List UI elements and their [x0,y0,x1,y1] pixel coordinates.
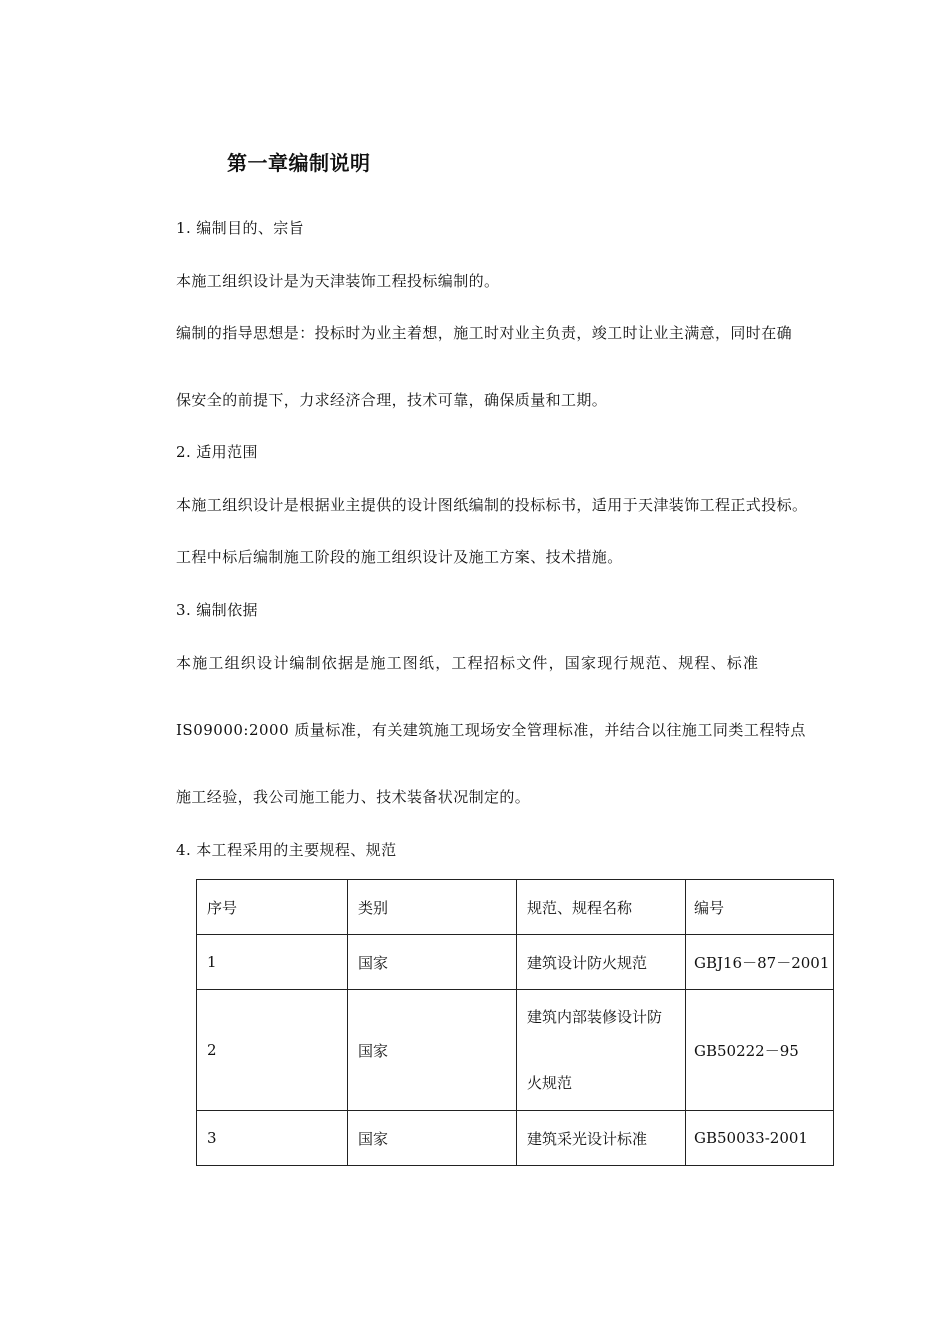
paragraph-line: 保安全的前提下，力求经济合理，技术可靠，确保质量和工期。 [176,391,608,409]
cell-no: 1 [197,935,348,990]
section-heading-standards: 4. 本工程采用的主要规程、规范 [176,841,397,859]
header-cell-category: 类别 [348,880,517,935]
cell-name-line: 建筑内部装修设计防 [527,1008,663,1026]
cell-code: GB50033-2001 [686,1111,834,1166]
cell-category: 国家 [348,990,517,1111]
cell-code: GBJ16－87－2001 [686,935,834,990]
section-heading-scope: 2. 适用范围 [176,443,258,461]
paragraph-line: 本施工组织设计是根据业主提供的设计图纸编制的投标标书，适用于天津装饰工程正式投标。 [176,496,808,514]
paragraph-line: 本施工组织设计是为天津装饰工程投标编制的。 [176,272,500,290]
cell-no: 3 [197,1111,348,1166]
table-row [197,1111,834,1166]
table-row [197,990,834,1111]
cell-code: GB50222－95 [686,990,834,1111]
standards-table [196,879,834,1166]
cell-category: 国家 [348,1111,517,1166]
cell-name-wrap [527,984,685,1116]
table-row [197,935,834,990]
header-cell-code: 编号 [686,880,834,935]
section-heading-purpose: 1. 编制目的、宗旨 [176,219,305,237]
header-cell-name: 规范、规程名称 [517,880,686,935]
cell-name [517,990,686,1111]
table-header-row [197,880,834,935]
cell-name: 建筑设计防火规范 [517,935,686,990]
chapter-title: 第一章编制说明 [227,151,371,175]
cell-name: 建筑采光设计标准 [517,1111,686,1166]
paragraph-line: 施工经验，我公司施工能力、技术装备状况制定的。 [176,788,531,806]
cell-category: 国家 [348,935,517,990]
section-heading-basis: 3. 编制依据 [176,601,258,619]
cell-name-line: 火规范 [527,1074,573,1092]
paragraph-line: 本施工组织设计编制依据是施工图纸，工程招标文件，国家现行规范、规程、标准 [176,654,760,672]
paragraph-line: 编制的指导思想是：投标时为业主着想，施工时对业主负责，竣工时让业主满意，同时在确 [176,324,793,342]
paragraph-line: 工程中标后编制施工阶段的施工组织设计及施工方案、技术措施。 [176,548,623,566]
paragraph-line: IS09000:2000 质量标准，有关建筑施工现场安全管理标准，并结合以往施工同类工程特点 [176,721,806,739]
header-cell-no: 序号 [197,880,348,935]
cell-no: 2 [197,990,348,1111]
